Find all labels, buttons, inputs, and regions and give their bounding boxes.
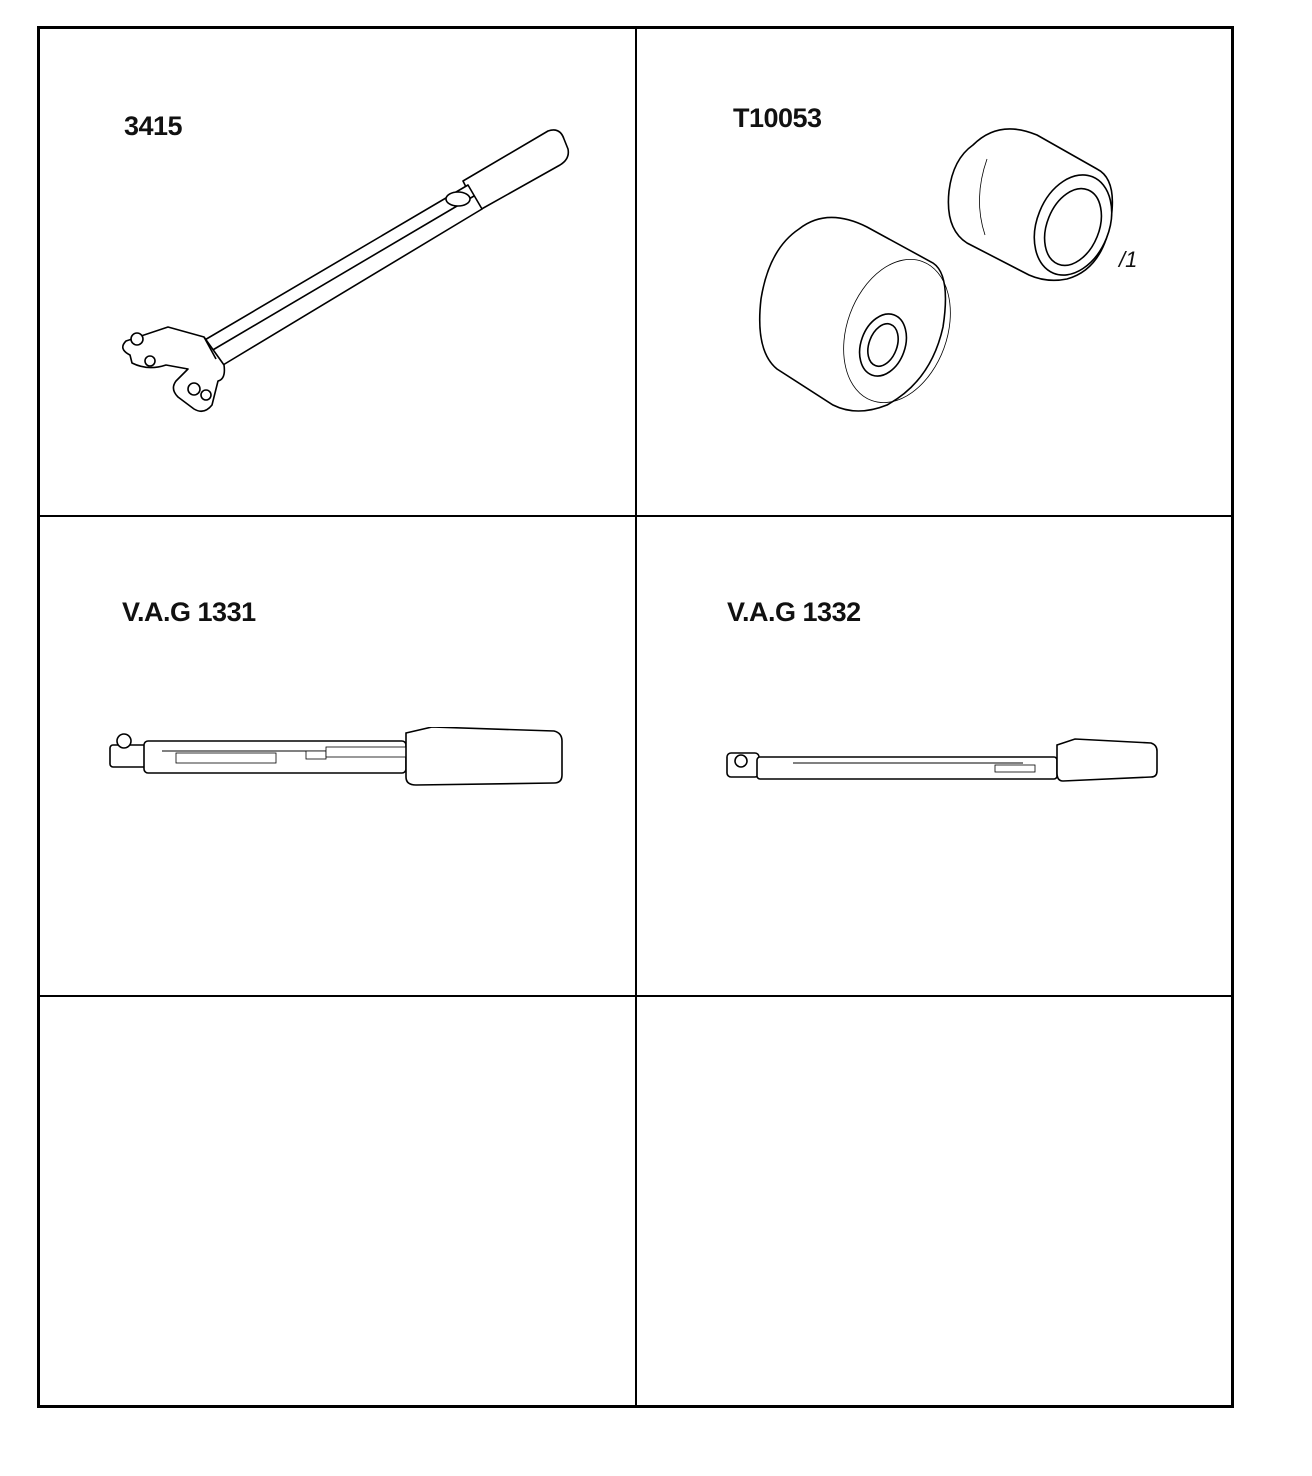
torque-wrench-icon xyxy=(106,727,566,797)
empty-cell-right xyxy=(637,997,1234,1405)
tool-label-t10053: T10053 xyxy=(733,103,822,133)
tool-cell-t10053 xyxy=(637,29,1234,517)
tool-label-vag1332: V.A.G 1332 xyxy=(727,597,861,627)
tool-cell-vag1332 xyxy=(637,517,1234,997)
empty-cell-left xyxy=(40,997,637,1405)
special-tools-table xyxy=(37,26,1234,1408)
spanner-wrench-icon xyxy=(108,119,578,419)
tool-label-3415: 3415 xyxy=(124,111,183,141)
tool-cell-3415 xyxy=(40,29,637,517)
sleeve-pair-icon xyxy=(737,119,1137,429)
torque-wrench-icon xyxy=(723,737,1163,801)
callout-label: /1 xyxy=(1119,247,1138,272)
tool-label-vag1331: V.A.G 1331 xyxy=(122,597,256,627)
tool-cell-vag1331 xyxy=(40,517,637,997)
